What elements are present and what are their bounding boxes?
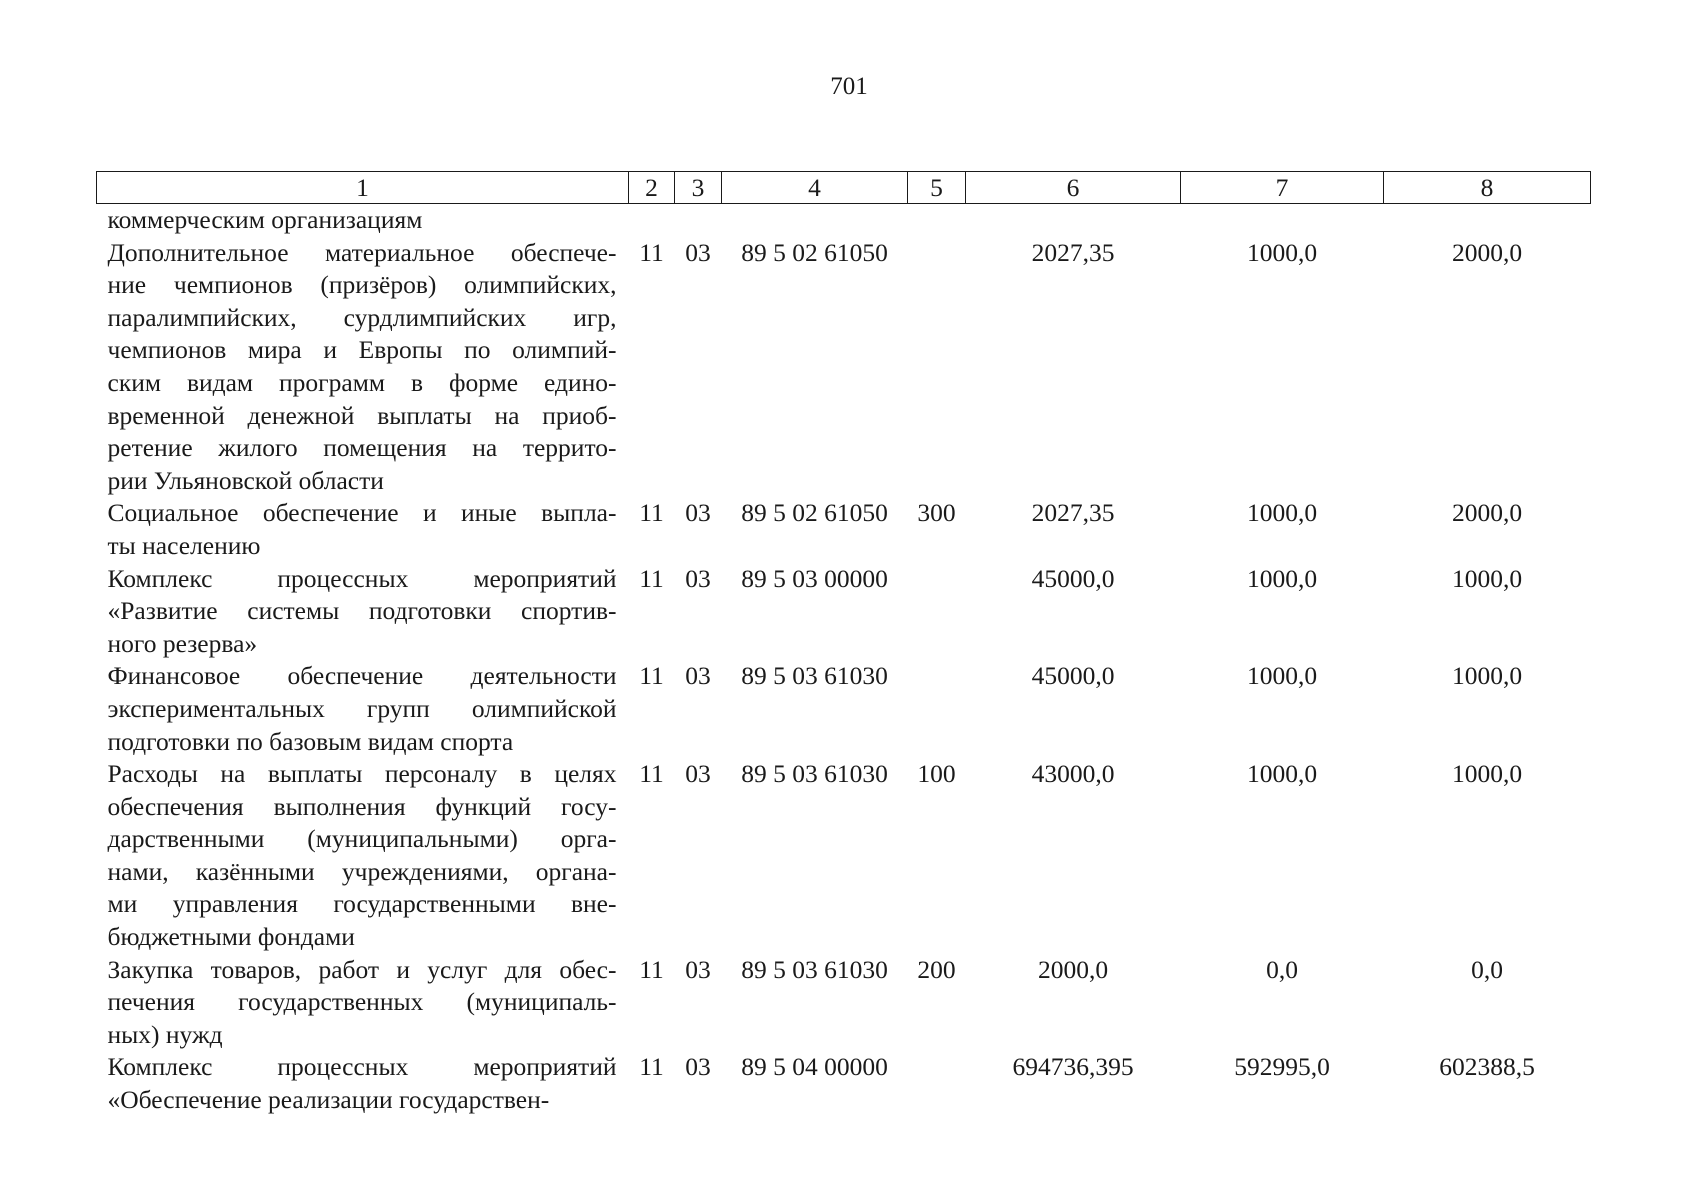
description-line: бюджетными фондами bbox=[107, 922, 355, 952]
description-line: нами, казёнными учреждениями, органа- bbox=[107, 856, 617, 886]
table-row bbox=[97, 237, 1591, 498]
description-line: ретение жилого помещения на террито- bbox=[107, 433, 617, 463]
expense-type-code bbox=[908, 1051, 966, 1116]
row-description bbox=[97, 1051, 629, 1116]
table-row bbox=[97, 204, 1591, 237]
target-article-code: 89 5 04 00000 bbox=[741, 1052, 888, 1082]
target-article-code: 89 5 03 00000 bbox=[741, 563, 888, 593]
description-line: Социальное обеспечение и иные выпла- bbox=[107, 498, 617, 528]
amount-col-8: 1000,0 bbox=[1451, 661, 1523, 691]
target-article-code: 89 5 03 61030 bbox=[741, 759, 888, 789]
description-line: «Обеспечение реализации государствен- bbox=[107, 1085, 550, 1115]
section-code: 11 bbox=[639, 954, 664, 984]
description-line: Расходы на выплаты персоналу в целях bbox=[107, 759, 617, 789]
amount-col-6 bbox=[966, 204, 1181, 237]
subsection-code bbox=[675, 204, 722, 237]
table-row bbox=[97, 758, 1591, 954]
table-row bbox=[97, 1051, 1591, 1116]
budget-table bbox=[96, 171, 1591, 1117]
amount-col-7: 1000,0 bbox=[1246, 661, 1318, 691]
amount-col-6: 2027,35 bbox=[1031, 498, 1115, 528]
description-line: чемпионов мира и Европы по олимпий- bbox=[107, 335, 617, 365]
amount-col-7 bbox=[1181, 204, 1384, 237]
description-line: ты населению bbox=[107, 530, 261, 560]
amount-col-7: 1000,0 bbox=[1246, 759, 1318, 789]
target-article-code: 89 5 02 61050 bbox=[741, 237, 888, 267]
column-header-4: 4 bbox=[722, 172, 908, 204]
description-line: обеспечения выполнения функций госу- bbox=[107, 791, 617, 821]
target-article-code: 89 5 02 61050 bbox=[741, 498, 888, 528]
amount-col-6: 45000,0 bbox=[1031, 563, 1115, 593]
section-code: 11 bbox=[639, 563, 664, 593]
table-header-row bbox=[97, 172, 1591, 204]
description-line: Комплекс процессных мероприятий bbox=[107, 563, 617, 593]
amount-col-8 bbox=[1384, 204, 1591, 237]
subsection-code: 03 bbox=[685, 661, 711, 691]
description-line: «Развитие системы подготовки спортив- bbox=[107, 596, 617, 626]
description-line: печения государственных (муниципаль- bbox=[107, 987, 617, 1017]
amount-col-6: 2027,35 bbox=[1031, 237, 1115, 267]
table-row bbox=[97, 660, 1591, 758]
section-code: 11 bbox=[639, 498, 664, 528]
amount-col-8: 2000,0 bbox=[1451, 498, 1523, 528]
row-description bbox=[97, 237, 629, 498]
description-line: коммерческим организациям bbox=[107, 205, 423, 234]
column-header-3: 3 bbox=[675, 172, 722, 204]
column-header-6: 6 bbox=[966, 172, 1181, 204]
description-line: Комплекс процессных мероприятий bbox=[107, 1052, 617, 1082]
amount-col-7: 1000,0 bbox=[1246, 237, 1318, 267]
amount-col-6: 694736,395 bbox=[1012, 1052, 1134, 1082]
table-row bbox=[97, 497, 1591, 562]
description-line: ние чемпионов (призёров) олимпийских, bbox=[107, 270, 617, 300]
subsection-code: 03 bbox=[685, 498, 711, 528]
row-description bbox=[97, 758, 629, 954]
subsection-code: 03 bbox=[685, 954, 711, 984]
description-line: ных) нужд bbox=[107, 1019, 223, 1049]
section-code: 11 bbox=[639, 759, 664, 789]
column-header-1: 1 bbox=[97, 172, 629, 204]
description-line: ми управления государственными вне- bbox=[107, 889, 617, 919]
row-description bbox=[97, 660, 629, 758]
section-code: 11 bbox=[639, 1052, 664, 1082]
description-line: паралимпийских, сурдлимпийских игр, bbox=[107, 302, 617, 332]
target-article-code bbox=[722, 204, 908, 237]
expense-type-code bbox=[908, 563, 966, 661]
expense-type-code: 300 bbox=[917, 498, 956, 528]
amount-col-8: 1000,0 bbox=[1451, 759, 1523, 789]
expense-type-code bbox=[908, 204, 966, 237]
expense-type-code bbox=[908, 660, 966, 758]
page-number: 701 bbox=[830, 73, 868, 100]
description-line: рии Ульяновской области bbox=[107, 465, 384, 495]
description-line: экспериментальных групп олимпийской bbox=[107, 693, 617, 723]
expense-type-code: 200 bbox=[917, 954, 956, 984]
subsection-code: 03 bbox=[685, 237, 711, 267]
description-line: Дополнительное материальное обеспече- bbox=[107, 237, 617, 267]
amount-col-7: 592995,0 bbox=[1234, 1052, 1330, 1082]
table-row bbox=[97, 563, 1591, 661]
description-line: временной денежной выплаты на приоб- bbox=[107, 400, 617, 430]
description-line: Финансовое обеспечение деятельности bbox=[107, 661, 617, 691]
column-header-2: 2 bbox=[629, 172, 675, 204]
column-header-8: 8 bbox=[1384, 172, 1591, 204]
column-header-5: 5 bbox=[908, 172, 966, 204]
subsection-code: 03 bbox=[685, 759, 711, 789]
description-line: ного резерва» bbox=[107, 628, 258, 658]
amount-col-6: 43000,0 bbox=[1031, 759, 1115, 789]
target-article-code: 89 5 03 61030 bbox=[741, 954, 888, 984]
subsection-code: 03 bbox=[685, 1052, 711, 1082]
amount-col-8: 602388,5 bbox=[1439, 1052, 1535, 1082]
amount-col-7: 1000,0 bbox=[1246, 563, 1318, 593]
amount-col-8: 0,0 bbox=[1471, 954, 1503, 984]
amount-col-7: 1000,0 bbox=[1246, 498, 1318, 528]
table-body bbox=[97, 204, 1591, 1117]
amount-col-6: 45000,0 bbox=[1031, 661, 1115, 691]
description-line: ским видам программ в форме едино- bbox=[107, 367, 617, 397]
subsection-code: 03 bbox=[685, 563, 711, 593]
row-description bbox=[97, 563, 629, 661]
section-code bbox=[629, 204, 675, 237]
section-code: 11 bbox=[639, 661, 664, 691]
amount-col-8: 1000,0 bbox=[1451, 563, 1523, 593]
table-row bbox=[97, 954, 1591, 1052]
description-line: подготовки по базовым видам спорта bbox=[107, 726, 514, 756]
description-line: Закупка товаров, работ и услуг для обес- bbox=[107, 954, 617, 984]
row-description bbox=[97, 204, 629, 237]
column-header-7: 7 bbox=[1181, 172, 1384, 204]
row-description bbox=[97, 954, 629, 1052]
description-line: дарственными (муниципальными) орга- bbox=[107, 824, 617, 854]
row-description bbox=[97, 497, 629, 562]
amount-col-6: 2000,0 bbox=[1037, 954, 1109, 984]
target-article-code: 89 5 03 61030 bbox=[741, 661, 888, 691]
expense-type-code: 100 bbox=[917, 759, 956, 789]
section-code: 11 bbox=[639, 237, 664, 267]
amount-col-7: 0,0 bbox=[1266, 954, 1298, 984]
amount-col-8: 2000,0 bbox=[1451, 237, 1523, 267]
expense-type-code bbox=[908, 237, 966, 498]
